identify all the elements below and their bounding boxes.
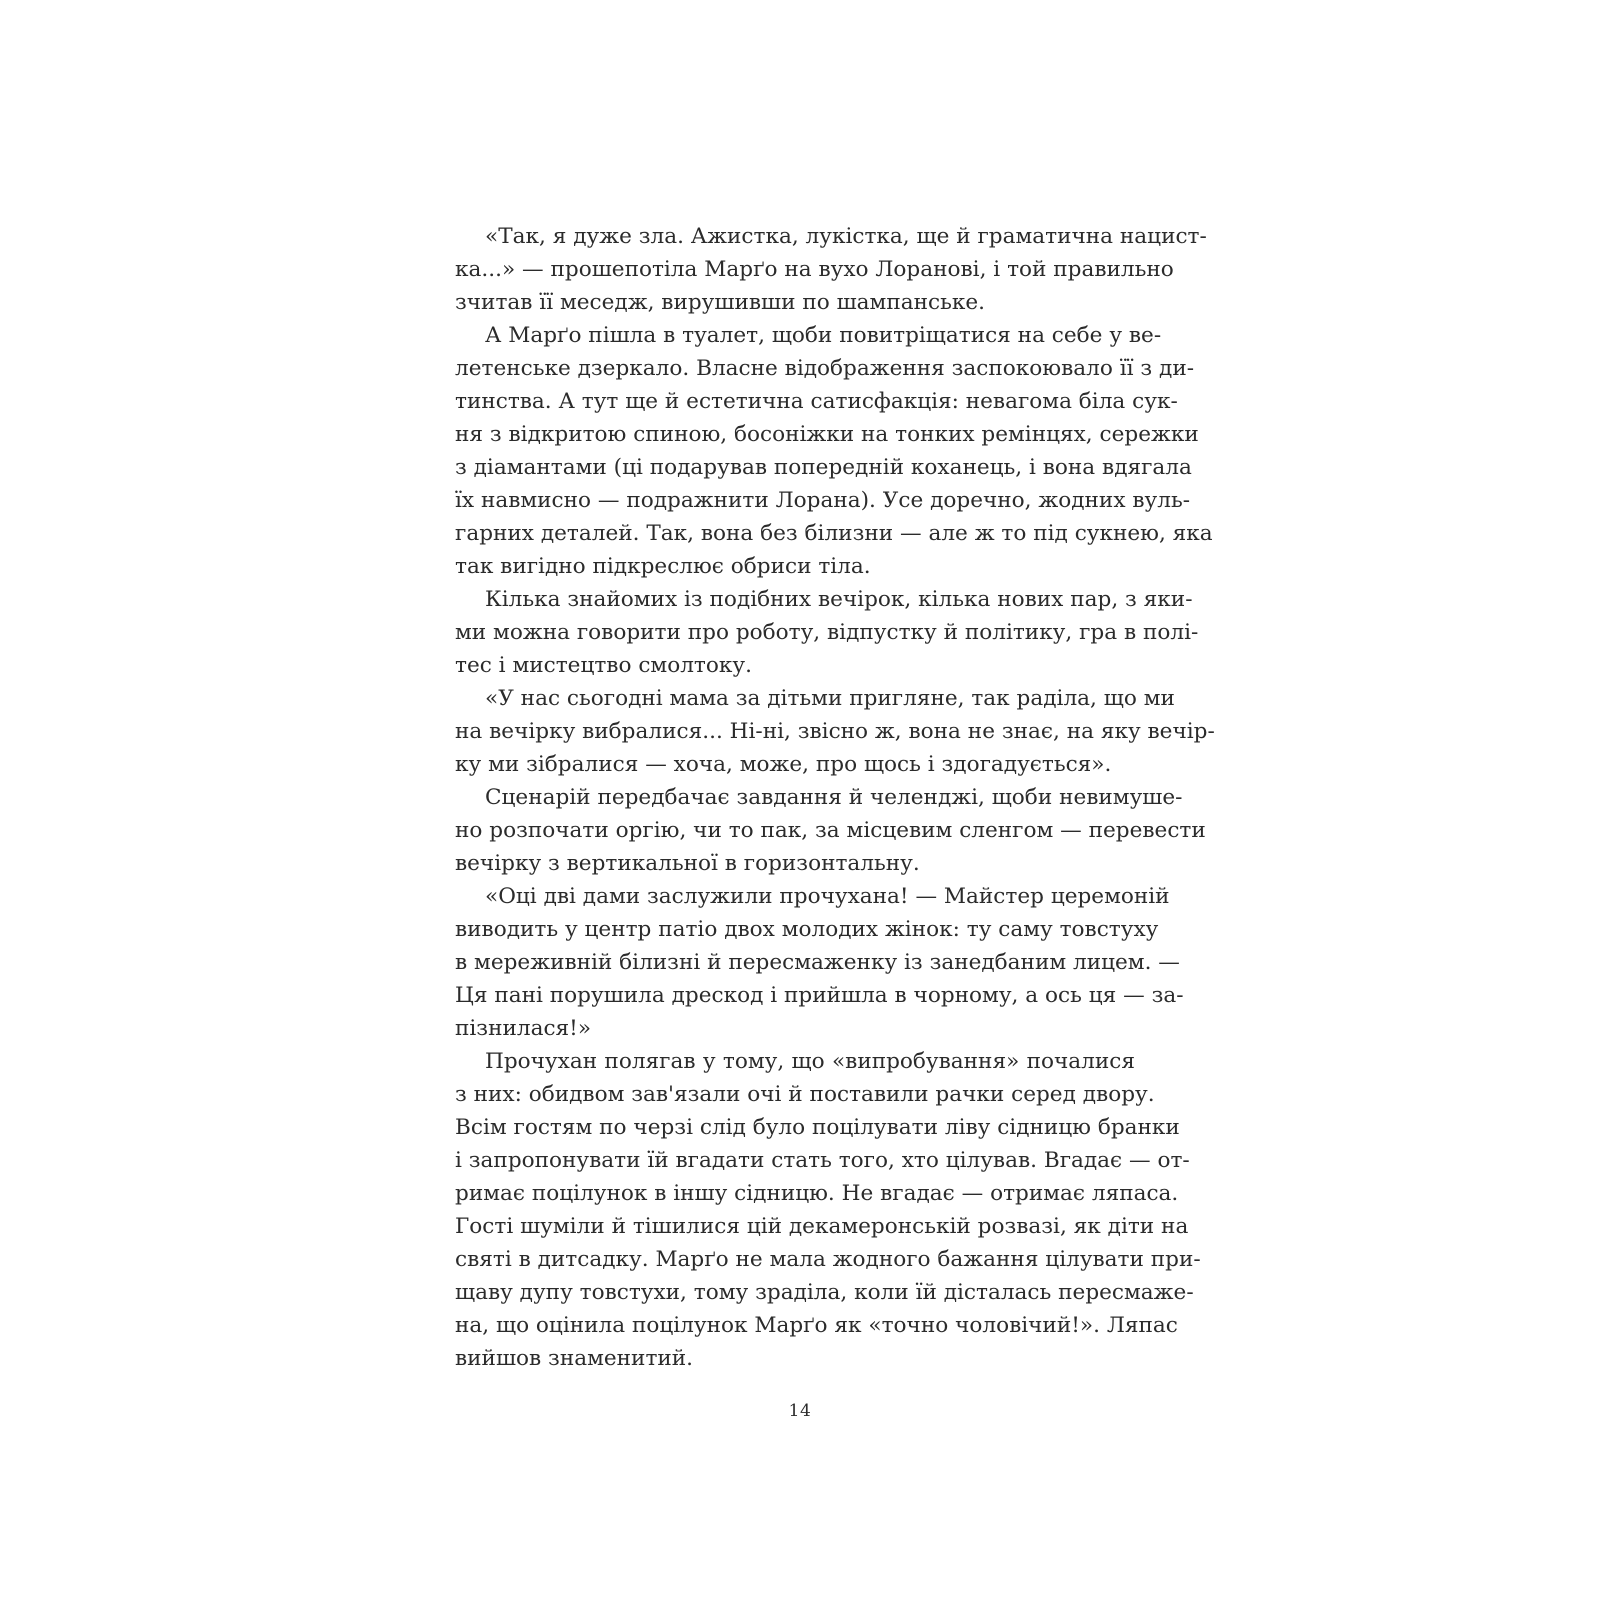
text-line: римає поцілунок в іншу сідницю. Не вгадає — отримає ляпаса. xyxy=(455,1181,1179,1206)
text-line: на, що оцінила поцілунок Марґо як «точно чоловічий!». Ляпас xyxy=(455,1313,1178,1338)
text-line: «Так, я дуже зла. Ажистка, лукістка, ще й граматична нацист- xyxy=(485,224,1207,249)
text-line: щаву дупу товстухи, тому зраділа, коли їй дісталась пересмаже- xyxy=(455,1280,1194,1305)
text-line: ми можна говорити про роботу, відпустку й політику, гра в полі- xyxy=(455,620,1199,645)
text-line: А Марґо пішла в туалет, щоби повитріщатися на себе у ве- xyxy=(485,323,1162,348)
text-line: їх навмисно — подражнити Лорана). Усе доречно, жодних вуль- xyxy=(455,488,1190,513)
text-line: виводить у центр патіо двох молодих жінок: ту саму товстуху xyxy=(455,917,1159,942)
text-line: так вигідно підкреслює обриси тіла. xyxy=(455,554,871,579)
text-line: Сценарій передбачає завдання й челенджі, щоби невимуше- xyxy=(485,785,1183,810)
text-line: Всім гостям по черзі слід було поцілувати ліву сідницю бранки xyxy=(455,1115,1180,1140)
text-line: Прочухан полягав у тому, що «випробування» почалися xyxy=(485,1049,1135,1074)
text-line: вечірку з вертикальної в горизонтальну. xyxy=(455,851,920,876)
text-line: летенське дзеркало. Власне відображення заспокоювало її з ди- xyxy=(455,356,1195,381)
text-line: тинства. А тут ще й естетична сатисфакція: невагома біла сук- xyxy=(455,389,1178,414)
text-line: гарних деталей. Так, вона без білизни — але ж то під сукнею, яка xyxy=(455,521,1213,546)
text-line: ня з відкритою спиною, босоніжки на тонких ремінцях, сережки xyxy=(455,422,1199,447)
text-line: з них: обидвом зав'язали очі й поставили рачки серед двору. xyxy=(455,1082,1155,1107)
text-line: в мереживній білизні й пересмаженку із занедбаним лицем. — xyxy=(455,950,1180,975)
text-line: вийшов знаменитий. xyxy=(455,1346,694,1371)
text-line: Кілька знайомих із подібних вечірок, кілька нових пар, з яки- xyxy=(485,587,1193,612)
text-line: на вечірку вибралися... Ні-ні, звісно ж, вона не знає, на яку вечір- xyxy=(455,719,1215,744)
text-line: святі в дитсадку. Марґо не мала жодного бажання цілувати при- xyxy=(455,1247,1201,1272)
text-line: «Оці дві дами заслужили прочухана! — Майстер церемоній xyxy=(485,884,1170,909)
text-line: тес і мистецтво смолтоку. xyxy=(455,653,752,678)
text-line: ку ми зібралися — хоча, може, про щось і здогадується». xyxy=(455,752,1112,777)
text-line: з діамантами (ці подарував попередній коханець, і вона вдягала xyxy=(455,455,1192,480)
text-line: но розпочати оргію, чи то пак, за місцевим сленгом — перевести xyxy=(455,818,1206,843)
text-line: зчитав її меседж, вирушивши по шампанське. xyxy=(455,290,985,315)
text-line: Гості шуміли й тішилися цій декамеронській розвазі, як діти на xyxy=(455,1214,1189,1239)
text-line: «У нас сьогодні мама за дітьми пригляне, так раділа, що ми xyxy=(485,686,1175,711)
page-number: 14 xyxy=(788,1401,812,1421)
text-line: пізнилася!» xyxy=(455,1016,592,1041)
text-line: Ця пані порушила дрескод і прийшла в чорному, а ось ця — за- xyxy=(455,983,1184,1008)
page-body-text xyxy=(455,220,1215,1375)
text-line: ка...» — прошепотіла Марґо на вухо Лоранові, і той правильно xyxy=(455,257,1174,282)
text-line: і запропонувати їй вгадати стать того, хто цілував. Вгадає — от- xyxy=(455,1148,1190,1173)
